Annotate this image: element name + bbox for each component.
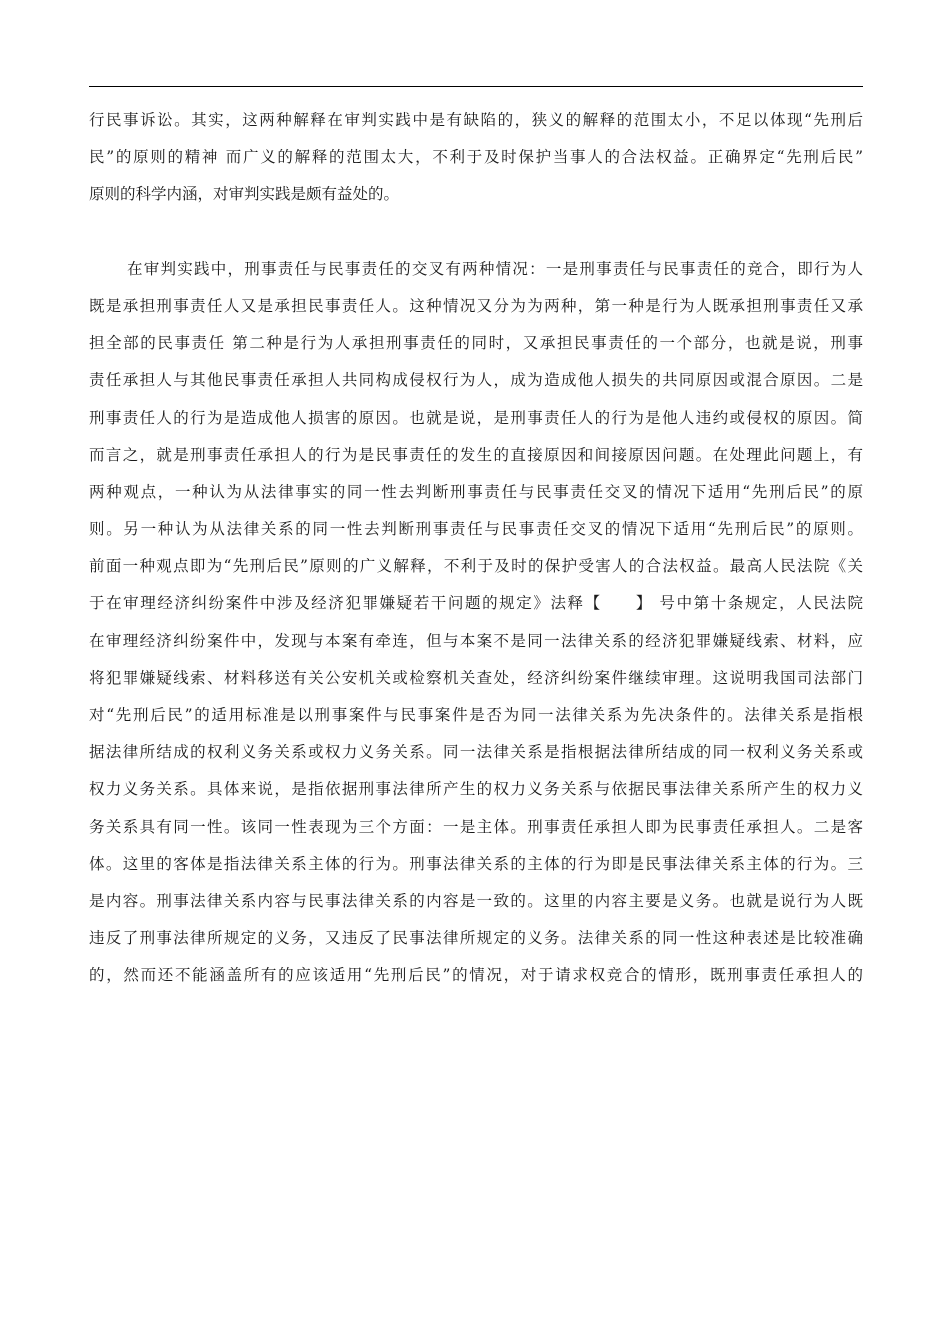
text-line: 是内容。刑事法律关系内容与民事法律关系的内容是一致的。这里的内容主要是义务。也就是说行为人既 [89, 891, 863, 910]
text-line: 而言之，就是刑事责任承担人的行为是民事责任的发生的直接原因和间接原因问题。在处理此问题上，有 [89, 445, 863, 464]
text-line: 行民事诉讼。其实，这两种解释在审判实践中是有缺陷的，狭义的解释的范围太小，不足以体现“先刑后 [89, 111, 863, 129]
text-line: 对“先刑后民”的适用标准是以刑事案件与民事案件是否为同一法律关系为先决条件的。法律关系是指根 [89, 706, 863, 724]
text-line: 在审理经济纠纷案件中，发现与本案有牵连，但与本案不是同一法律关系的经济犯罪嫌疑线索、材料，应 [89, 631, 863, 650]
text-line: 将犯罪嫌疑线索、材料移送有关公安机关或检察机关查处，经济纠纷案件继续审理。这说明我国司法部门 [89, 668, 863, 687]
text-line: 于在审理经济纠纷案件中涉及经济犯罪嫌疑若干问题的规定》法释【 】 号中第十条规定，人民法院 [89, 594, 863, 613]
text-line: 责任承担人与其他民事责任承担人共同构成侵权行为人，成为造成他人损失的共同原因或混合原因。二是 [89, 371, 863, 390]
document-body [89, 102, 863, 995]
text-line: 体。这里的客体是指法律关系主体的行为。刑事法律关系的主体的行为即是民事法律关系主体的行为。三 [89, 854, 863, 873]
text-line: 刑事责任人的行为是造成他人损害的原因。也就是说，是刑事责任人的行为是他人违约或侵权的原因。简 [89, 408, 863, 427]
text-line: 担全部的民事责任 第二种是行为人承担刑事责任的同时，又承担民事责任的一个部分，也就是说，刑事 [89, 334, 863, 353]
text-line: 据法律所结成的权利义务关系或权力义务关系。同一法律关系是指根据法律所结成的同一权利义务关系或 [89, 743, 863, 762]
text-line: 前面一种观点即为“先刑后民”原则的广义解释，不利于及时的保护受害人的合法权益。最高人民法院《关 [89, 557, 863, 576]
paragraph-gap [89, 214, 863, 251]
text-line: 违反了刑事法律所规定的义务，又违反了民事法律所规定的义务。法律关系的同一性这种表述是比较准确 [89, 929, 863, 948]
text-line: 务关系具有同一性。该同一性表现为三个方面：一是主体。刑事责任承担人即为民事责任承担人。二是客 [89, 817, 863, 836]
text-line: 原则的科学内涵，对审判实践是颇有益处的。 [89, 185, 400, 204]
text-line: 则。另一种认为从法律关系的同一性去判断刑事责任与民事责任交叉的情况下适用“先刑后民”的原则。 [89, 520, 863, 539]
text-line: 在审判实践中，刑事责任与民事责任的交叉有两种情况：一是刑事责任与民事责任的竞合，即行为人 [127, 259, 863, 278]
text-line: 权力义务关系。具体来说，是指依据刑事法律所产生的权力义务关系与依据民事法律关系所产生的权力义 [89, 780, 863, 799]
paragraph-1 [89, 102, 863, 214]
text-line: 既是承担刑事责任人又是承担民事责任人。这种情况又分为为两种，第一种是行为人既承担刑事责任又承 [89, 296, 863, 315]
text-line: 两种观点，一种认为从法律事实的同一性去判断刑事责任与民事责任交叉的情况下适用“先刑后民”的原 [89, 482, 863, 501]
text-line: 的，然而还不能涵盖所有的应该适用“先刑后民”的情况，对于请求权竞合的情形，既刑事责任承担人的 [89, 966, 863, 985]
paragraph-2 [89, 251, 863, 995]
text-line: 民”的原则的精神 而广义的解释的范围太大，不利于及时保护当事人的合法权益。正确界定“先刑后民” [89, 148, 863, 167]
header-rule [89, 86, 863, 87]
